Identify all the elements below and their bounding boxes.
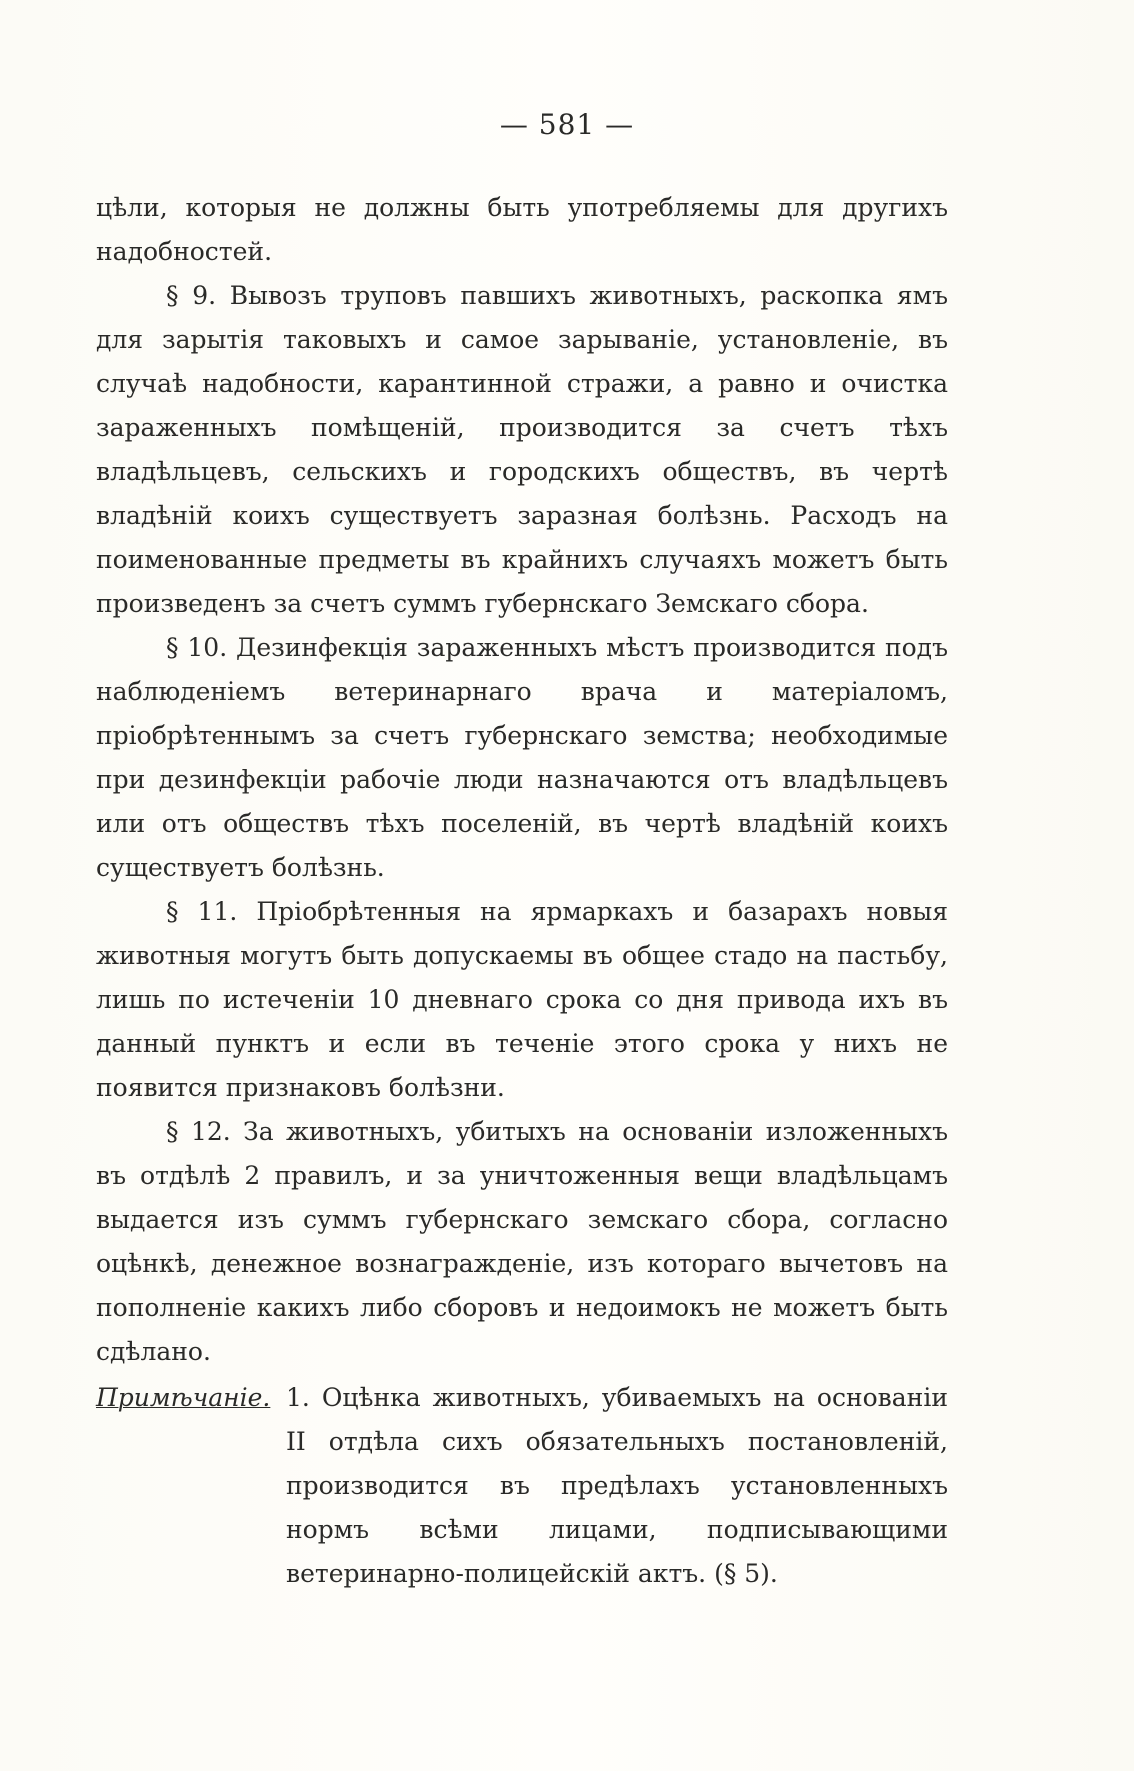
paragraph-section-10: § 10. Дезинфекція зараженныхъ мѣстъ производится подъ наблюденіемъ ветеринарнаго врача и матеріаломъ, пріобрѣтеннымъ за счетъ губернскаго земства; необходимые при дезинфекціи рабочіе люди назначаются отъ владѣльцевъ или отъ обществъ тѣхъ поселеній, въ чертѣ владѣній коихъ существуетъ болѣзнь. <box>96 633 948 882</box>
note-label: Примѣчаніе. <box>96 1383 271 1412</box>
paragraph-continuation: цѣли, которыя не должны быть употребляемы для другихъ надобностей. <box>96 193 948 266</box>
paragraph-section-11: § 11. Пріобрѣтенныя на ярмаркахъ и базарахъ новыя животныя могутъ быть допускаемы въ общее стадо на пастьбу, лишь по истеченіи 10 дневнаго срока со дня привода ихъ въ данный пунктъ и если въ теченіе этого срока у нихъ не появится признаковъ болѣзни. <box>96 897 948 1102</box>
page-number: — 581 — <box>499 108 635 141</box>
note-text: 1. Оцѣнка животныхъ, убиваемыхъ на основаніи II отдѣла сихъ обязательныхъ постановленій, производится въ предѣлахъ установленныхъ нормъ всѣми лицами, подписывающими ветеринарно-полицейскій актъ. (§ 5). <box>286 1383 948 1588</box>
body-text <box>96 186 948 1596</box>
paragraph-section-12: § 12. За животныхъ, убитыхъ на основаніи изложенныхъ въ отдѣлѣ 2 правилъ, и за уничтоженныя вещи владѣльцамъ выдается изъ суммъ губернскаго земскаго сбора, согласно оцѣнкѣ, денежное вознагражденіе, изъ котораго вычетовъ на пополненіе какихъ либо сборовъ и недоимокъ не можетъ быть сдѣлано. <box>96 1117 948 1366</box>
note <box>96 1376 948 1596</box>
paragraph-section-9: § 9. Вывозъ труповъ павшихъ животныхъ, раскопка ямъ для зарытія таковыхъ и самое зарываніе, установленіе, въ случаѣ надобности, карантинной стражи, а равно и очистка зараженныхъ помѣщеній, производится за счетъ тѣхъ владѣльцевъ, сельскихъ и городскихъ обществъ, въ чертѣ владѣній коихъ существуетъ заразная болѣзнь. Расходъ на поименованные предметы въ крайнихъ случаяхъ можетъ быть произведенъ за счетъ суммъ губернскаго Земскаго сбора. <box>96 281 948 618</box>
